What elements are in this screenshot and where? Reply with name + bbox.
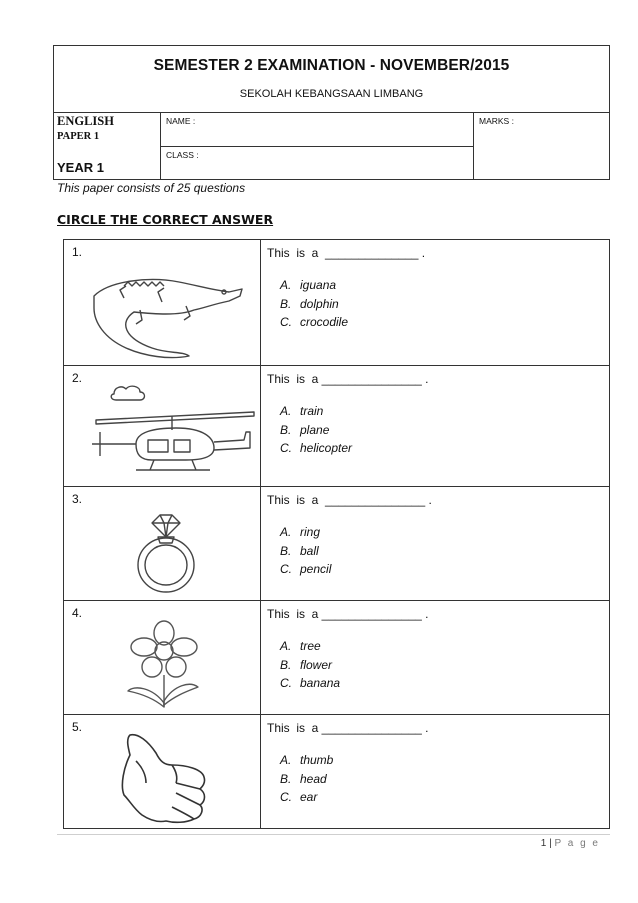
question-row	[64, 715, 610, 829]
question-text-cell	[261, 715, 610, 829]
marks-field[interactable]	[474, 113, 610, 180]
option-b[interactable]: B. dolphin	[280, 296, 339, 311]
paper-label: PAPER 1	[57, 131, 100, 142]
question-picture-cell	[64, 715, 261, 829]
question-number: 3.	[72, 492, 83, 506]
question-stem: This is a _______________ .	[267, 607, 429, 621]
footer-divider	[57, 834, 610, 835]
question-text-cell	[261, 366, 610, 487]
footer-separator: |	[549, 838, 552, 849]
subject-label: ENGLISH	[57, 114, 114, 128]
option-a[interactable]: A. thumb	[280, 753, 334, 767]
class-field[interactable]	[161, 147, 474, 180]
name-field[interactable]	[161, 113, 474, 147]
question-text-cell	[261, 487, 610, 601]
question-text-cell	[261, 240, 610, 366]
options-list	[280, 637, 609, 693]
question-number: 4.	[72, 606, 83, 620]
exam-header	[53, 45, 610, 180]
year-label: YEAR 1	[57, 160, 104, 175]
option-c[interactable]: C. pencil	[280, 562, 332, 576]
thumb-picture	[64, 731, 260, 829]
question-row	[64, 487, 610, 601]
option-c[interactable]: C. crocodile	[280, 315, 349, 329]
instruction-heading: CIRCLE THE CORRECT ANSWER	[57, 212, 274, 227]
intro-text: This paper consists of 25 questions	[57, 181, 246, 195]
page-label: P a g e	[554, 838, 600, 849]
class-label: CLASS :	[166, 150, 199, 160]
question-row	[64, 601, 610, 715]
options-list	[280, 523, 609, 579]
question-text-cell	[261, 601, 610, 715]
question-stem: This is a _______________ .	[267, 493, 432, 507]
exam-title: SEMESTER 2 EXAMINATION - NOVEMBER/2015	[153, 57, 510, 74]
question-stem: This is a _______________ .	[267, 372, 429, 386]
options-list	[280, 276, 609, 332]
question-picture-cell	[64, 601, 261, 715]
crocodile-picture	[64, 256, 260, 366]
question-number: 1.	[72, 245, 83, 259]
question-row	[64, 366, 610, 487]
option-b[interactable]: B. ball	[280, 543, 319, 558]
option-c[interactable]: C. ear	[280, 790, 318, 804]
title-cell	[54, 46, 610, 113]
question-number: 5.	[72, 720, 83, 734]
option-a[interactable]: A. train	[280, 404, 324, 418]
option-b[interactable]: B. head	[280, 771, 327, 786]
question-stem: This is a _______________ .	[267, 721, 429, 735]
page-footer	[541, 838, 600, 849]
question-picture-cell	[64, 487, 261, 601]
option-a[interactable]: A. iguana	[280, 278, 337, 292]
page-number: 1	[540, 838, 547, 849]
marks-label: MARKS :	[479, 116, 514, 126]
option-a[interactable]: A. tree	[280, 639, 321, 653]
question-picture-cell	[64, 366, 261, 487]
school-name: SEKOLAH KEBANGSAAN LIMBANG	[239, 88, 424, 100]
option-a[interactable]: A. ring	[280, 525, 321, 539]
name-label: NAME :	[166, 116, 196, 126]
option-b[interactable]: B. flower	[280, 657, 333, 672]
question-picture-cell	[64, 240, 261, 366]
options-list	[280, 751, 609, 807]
option-c[interactable]: C. helicopter	[280, 441, 353, 455]
flower-picture	[64, 617, 260, 715]
questions-table	[63, 239, 610, 829]
question-number: 2.	[72, 371, 83, 385]
subject-cell	[54, 113, 161, 180]
question-row	[64, 240, 610, 366]
ring-picture	[64, 503, 260, 601]
question-stem: This is a ______________ .	[267, 246, 426, 260]
option-c[interactable]: C. banana	[280, 676, 341, 690]
options-list	[280, 402, 609, 458]
option-b[interactable]: B. plane	[280, 422, 330, 437]
helicopter-picture	[64, 382, 260, 487]
